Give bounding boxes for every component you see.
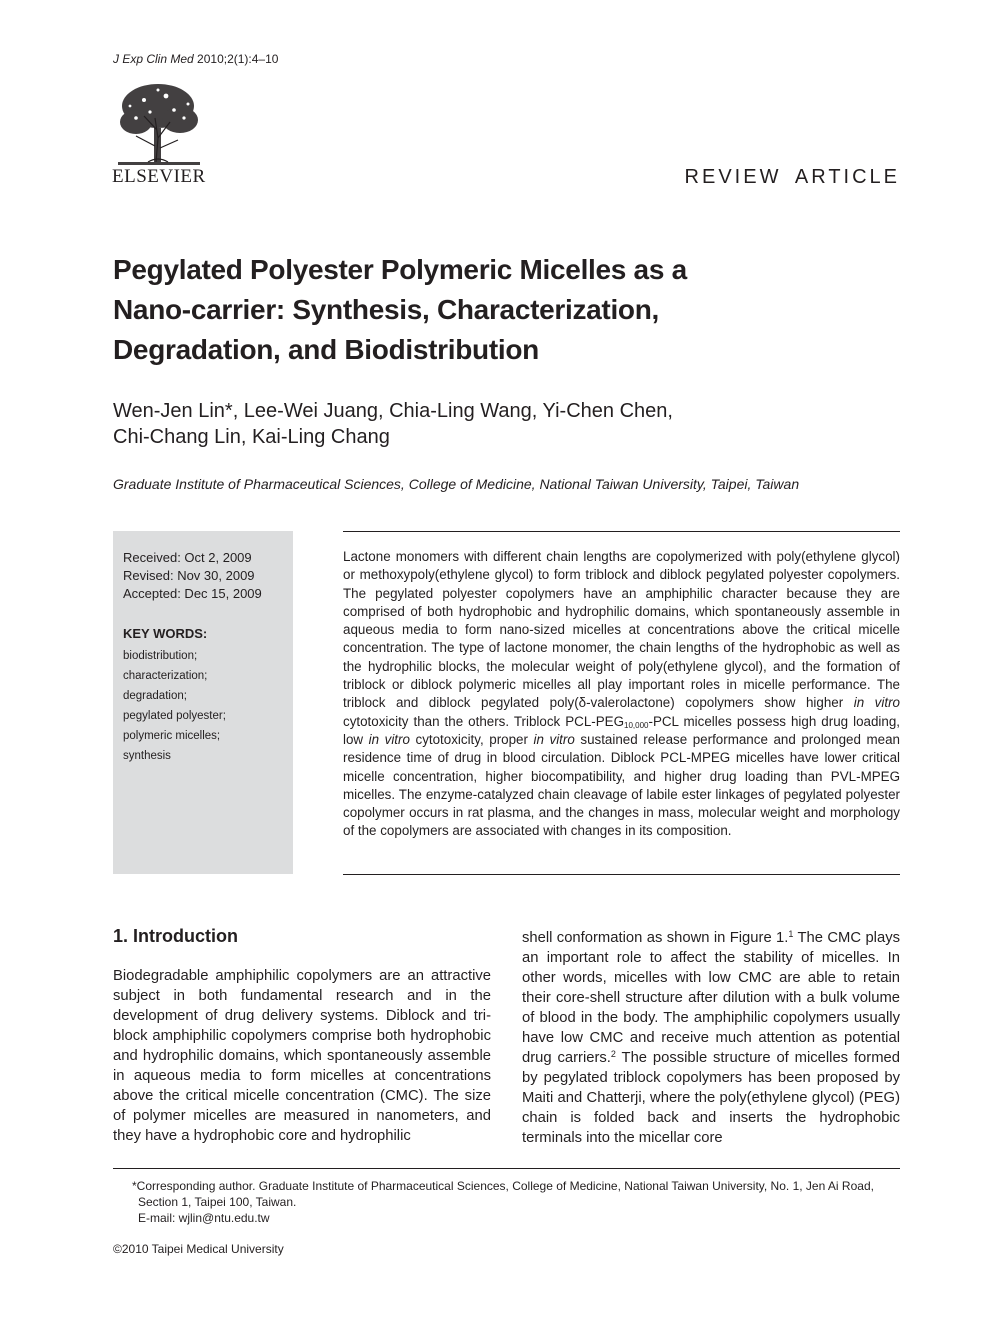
title-line: Nano-carrier: Synthesis, Characterization,	[113, 294, 660, 325]
intro-left-column: Biodegradable amphiphilic copolymers are an attractive subject in both fundamental research and in the development of drug delivery systems. Diblock and triblock amphiphilic copolymers comprise both hydrophobic and hydrophilic domains, which spontaneously assemble in aqueous media to form micelles at concentrations above the critical micelle concentration (CMC). The size of polymer micelles are measured in nanometers, and they have a hydrophobic core and hydrophilic	[113, 968, 491, 1144]
journal-name: J Exp Clin Med	[113, 52, 194, 66]
footnote-line: Section 1, Taipei 100, Taiwan.	[138, 1195, 297, 1209]
author-line: Wen-Jen Lin*, Lee-Wei Juang, Chia-Ling Wang, Yi-Chen Chen,	[113, 400, 673, 422]
abstract-bottom-rule	[343, 874, 900, 875]
abstract-top-rule	[343, 531, 900, 532]
keyword-item: polymeric micelles;	[123, 730, 221, 742]
keyword-item: degradation;	[123, 690, 187, 702]
article-type: REVIEW ARTICLE	[684, 166, 900, 188]
intro-right-column: shell conformation as shown in Figure 1.$^1$ The CMC plays an important role to affect the stability of micelles. In other words, micelles with low CMC are able to retain their core-shell structure after dilution with a bulk volume of blood in the body. The amphiphilic copolymers usually have low CMC and receive much attention as potential drug carriers.$^2$ The possible structure of micelles formed by pegylated triblock copolymers has been proposed by Maiti and Chatterji, where the poly(ethylene glycol) (PEG) chain is folded back and inserts the hydrophobic terminals into the micellar core	[522, 929, 900, 1146]
keyword-item: pegylated polyester;	[123, 710, 226, 722]
author-line: Chi-Chang Lin, Kai-Ling Chang	[113, 426, 390, 448]
reference-marker[interactable]: 1	[788, 929, 794, 939]
footnote-line: *Corresponding author. Graduate Institute of Pharmaceutical Sciences, College of Medicine, National Taiwan University, No. 1, Jen Ai Road,	[132, 1179, 874, 1193]
footnote-rule	[113, 1168, 900, 1169]
footnote-email[interactable]: E-mail: wjlin@ntu.edu.tw	[138, 1211, 270, 1225]
received-date: Received: Oct 2, 2009	[123, 550, 252, 565]
revised-date: Revised: Nov 30, 2009	[123, 568, 255, 583]
article-title	[113, 250, 813, 370]
corresponding-author-footnote	[132, 1178, 902, 1226]
affiliation: Graduate Institute of Pharmaceutical Sciences, College of Medicine, National Taiwan University, Taipei, Taiwan	[113, 476, 800, 492]
article-dates	[123, 549, 262, 603]
keyword-item: characterization;	[123, 670, 208, 682]
section-heading-introduction: 1. Introduction	[113, 926, 238, 946]
keyword-list	[123, 646, 226, 766]
keyword-item: biodistribution;	[123, 650, 198, 662]
article-info-sidebar	[113, 531, 293, 874]
journal-citation	[113, 52, 278, 66]
title-line: Degradation, and Biodistribution	[113, 334, 539, 365]
copyright-notice: ©2010 Taipei Medical University	[113, 1242, 284, 1256]
keywords-heading: KEY WORDS:	[123, 626, 208, 641]
accepted-date: Accepted: Dec 15, 2009	[123, 586, 262, 601]
abstract-text: Lactone monomers with different chain lengths are copolymerized with poly(ethylene glycol) or methoxypoly(ethylene glycol) to form triblock and diblock pegylated polyester copolymers. The pegylated polyester copolymers have an amphiphilic character because they are comprised of both hydrophobic and hydrophilic domains, which spontaneously assemble in aqueous media to form nano-sized micelles at concentrations above the critical micelle concentration. The type of lactone monomer, the chain lengths of the hydrophobic as well as the hydrophilic blocks, the molecular weight of poly(ethylene glycol), and the formation of triblock or diblock polymeric micelles all play important roles in micelle performance. The triblock and diblock pegylated poly(δ-valerolactone) copolymers show higher in vitro cytotoxicity than the others. Triblock PCL-$PEG_{10,000}$-PCL micelles possess high drug loading, low in vitro cytotoxicity, proper in vitro sustained release performance and prolonged mean residence time of drug in blood circulation. Diblock PCL-MPEG micelles have lower critical micelle concentration, higher biocompatibility, and higher drug loading than PVL-MPEG micelles. The enzyme-catalyzed chain cleavage of labile ester linkages of pegylated polyester copolymer occurs in rat plasma, and the changes in mass, molecular weight and morphology of the copolymers are associated with changes in its composition.	[343, 549, 900, 839]
reference-marker[interactable]: 2	[610, 1049, 616, 1059]
title-line: Pegylated Polyester Polymeric Micelles as a	[113, 254, 687, 285]
keyword-item: synthesis	[123, 750, 171, 762]
elsevier-wordmark: ELSEVIER	[112, 166, 206, 187]
journal-volume: 2010;2(1):4–10	[197, 52, 279, 66]
author-list	[113, 398, 793, 450]
